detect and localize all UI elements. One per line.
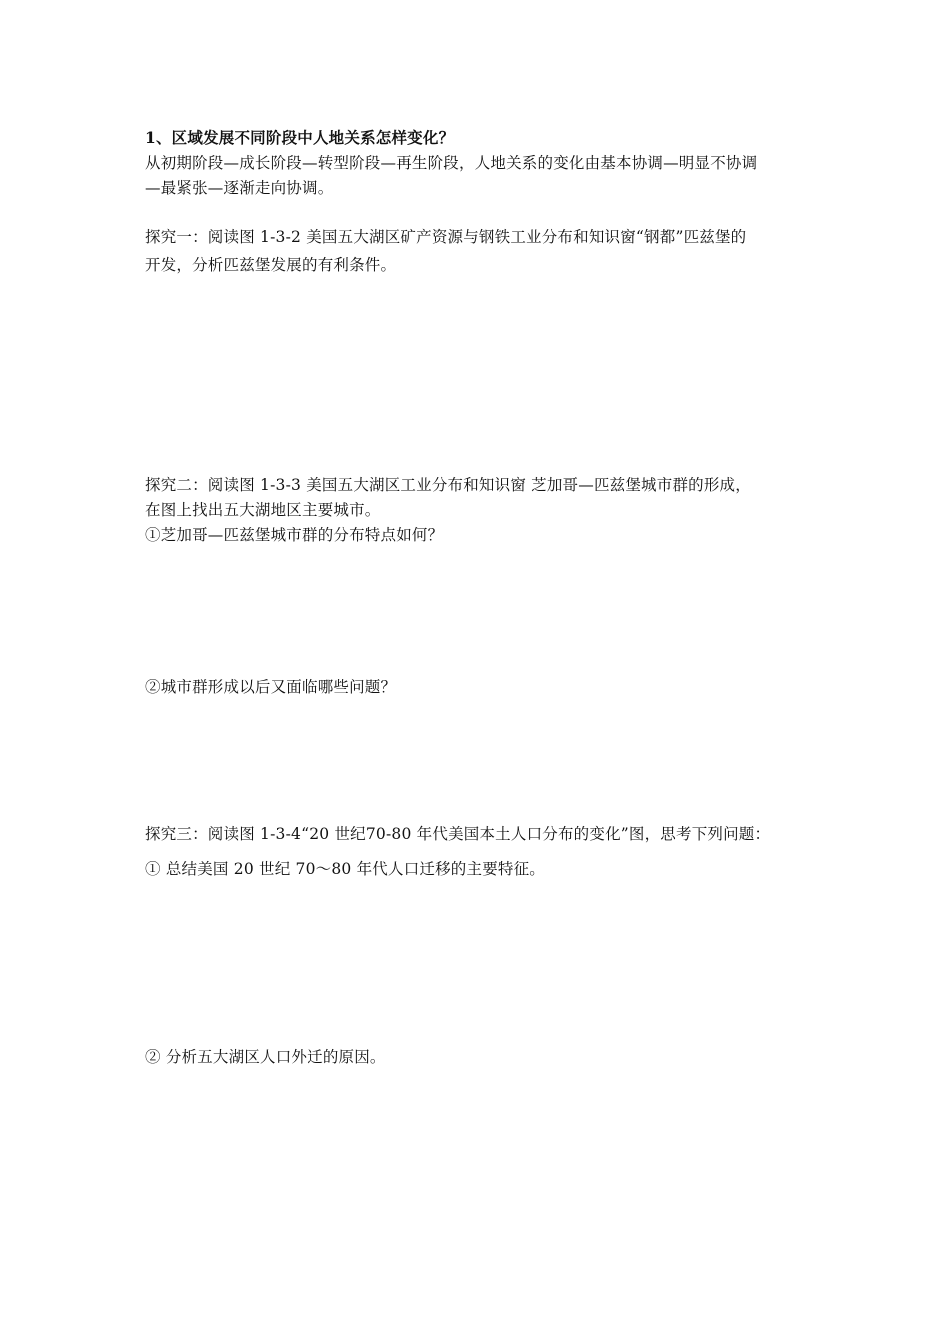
answer-line-1: 从初期阶段—成长阶段—转型阶段—再生阶段，人地关系的变化由基本协调—明显不协调 — [145, 154, 758, 172]
inquiry-2-question-1: ①芝加哥—匹兹堡城市群的分布特点如何？ — [145, 526, 444, 544]
inquiry-3-question-2: ② 分析五大湖区人口外迁的原因。 — [145, 1048, 386, 1066]
answer-line-2: —最紧张—逐渐走向协调。 — [145, 179, 334, 197]
inquiry-3-line-1: 探究三：阅读图 1-3-4“20 世纪70-80 年代美国本土人口分布的变化”图，思考下列问题： — [145, 825, 771, 843]
inquiry-2-question-2: ②城市群形成以后又面临哪些问题？ — [145, 678, 397, 696]
inquiry-2-line-1: 探究二：阅读图 1-3-3 美国五大湖区工业分布和知识窗 芝加哥—匹兹堡城市群的形成， — [145, 476, 751, 494]
inquiry-2-line-2: 在图上找出五大湖地区主要城市。 — [145, 501, 381, 519]
section-heading: 1、区域发展不同阶段中人地关系怎样变化？ — [145, 128, 455, 147]
inquiry-1-line-2: 开发，分析匹兹堡发展的有利条件。 — [145, 256, 397, 274]
inquiry-3-question-1: ① 总结美国 20 世纪 70～80 年代人口迁移的主要特征。 — [145, 860, 546, 878]
inquiry-1-line-1: 探究一：阅读图 1-3-2 美国五大湖区矿产资源与钢铁工业分布和知识窗“钢都”匹兹堡的 — [145, 228, 747, 246]
